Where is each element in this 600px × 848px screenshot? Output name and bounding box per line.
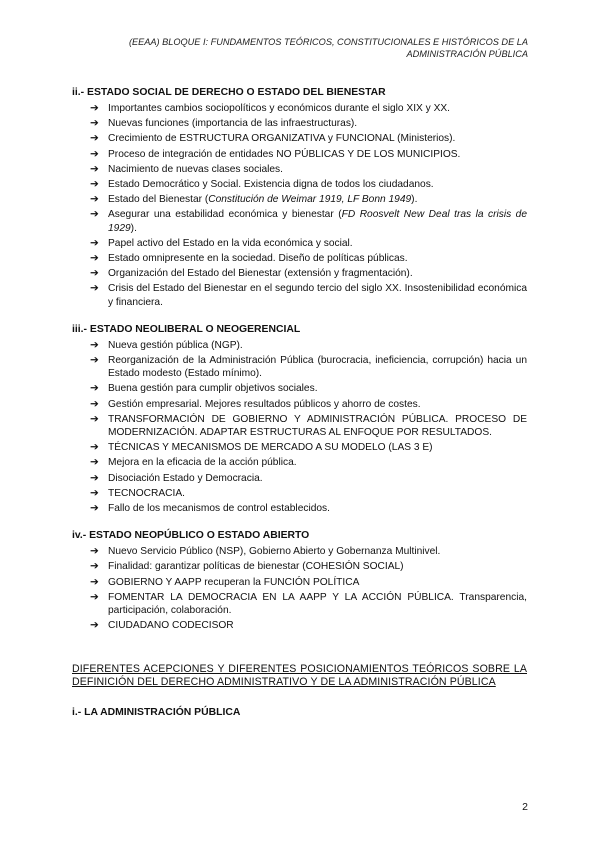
arrow-bullet-icon: ➔ <box>90 486 99 499</box>
arrow-bullet-icon: ➔ <box>90 456 99 469</box>
arrow-bullet-icon: ➔ <box>90 471 99 484</box>
item-text: Papel activo del Estado en la vida económica y social. <box>108 237 353 249</box>
item-text: FOMENTAR LA DEMOCRACIA EN LA AAPP Y LA ACCIÓN PÚBLICA. Transparencia, participación, colaboración. <box>108 591 527 617</box>
arrow-bullet-icon: ➔ <box>90 590 99 603</box>
list-item <box>90 398 527 411</box>
item-text: TÉCNICAS Y MECANISMOS DE MERCADO A SU MODELO (LAS 3 E) <box>108 442 433 454</box>
bullet-list <box>72 339 527 515</box>
item-text: GOBIERNO Y AAPP recuperan la FUNCIÓN POLÍTICA <box>108 576 360 588</box>
list-item <box>90 413 527 439</box>
item-text: Nuevas funciones (importancia de las infraestructuras). <box>108 118 358 130</box>
running-header <box>120 36 528 60</box>
item-text: Crisis del Estado del Bienestar en el segundo tercio del siglo XX. Insostenibilidad económica y financiera. <box>108 283 527 308</box>
arrow-bullet-icon: ➔ <box>90 117 99 130</box>
list-item <box>90 339 527 352</box>
sections-container <box>72 86 527 633</box>
list-item <box>90 472 527 485</box>
subsection-heading: i.- LA ADMINISTRACIÓN PÚBLICA <box>72 707 241 719</box>
list-item <box>90 102 527 115</box>
list-item <box>90 591 527 617</box>
item-text: Mejora en la eficacia de la acción pública. <box>108 457 297 469</box>
header-line-1: (EEAA) BLOQUE I: FUNDAMENTOS TEÓRICOS, CONSTITUCIONALES E HISTÓRICOS DE LA <box>128 37 528 47</box>
item-text: Gestión empresarial. Mejores resultados públicos y ahorro de costes. <box>108 398 421 410</box>
list-item <box>90 576 527 589</box>
item-text-end: ). <box>130 222 137 234</box>
arrow-bullet-icon: ➔ <box>90 382 99 395</box>
arrow-bullet-icon: ➔ <box>90 147 99 160</box>
item-text: Asegurar una estabilidad económica y bienestar ( <box>108 209 342 221</box>
list-item <box>90 252 527 265</box>
list-item <box>90 117 527 130</box>
list-item <box>90 282 527 308</box>
item-text: Disociación Estado y Democracia. <box>108 472 263 484</box>
arrow-bullet-icon: ➔ <box>90 252 99 265</box>
item-text: Estado del Bienestar ( <box>108 194 209 206</box>
arrow-bullet-icon: ➔ <box>90 441 99 454</box>
list-item <box>90 456 527 469</box>
item-text: Buena gestión para cumplir objetivos sociales. <box>108 383 318 395</box>
list-item <box>90 502 527 515</box>
arrow-bullet-icon: ➔ <box>90 193 99 206</box>
arrow-bullet-icon: ➔ <box>90 412 99 425</box>
arrow-bullet-icon: ➔ <box>90 102 99 114</box>
arrow-bullet-icon: ➔ <box>90 397 99 410</box>
arrow-bullet-icon: ➔ <box>90 162 99 175</box>
page-number: 2 <box>522 801 528 813</box>
list-item <box>90 237 527 250</box>
arrow-bullet-icon: ➔ <box>90 619 99 632</box>
list-item <box>90 619 527 632</box>
bullet-list <box>72 545 527 632</box>
section-title: DIFERENTES ACEPCIONES Y DIFERENTES POSICIONAMIENTOS TEÓRICOS SOBRE LA DEFINICIÓN DEL DERECHO ADMINISTRATIVO Y DE LA ADMINISTRACIÓN PÚBLICA <box>72 662 527 688</box>
arrow-bullet-icon: ➔ <box>90 236 99 249</box>
list-item <box>90 545 527 558</box>
item-text: Crecimiento de ESTRUCTURA ORGANIZATIVA y FUNCIONAL (Ministerios). <box>108 133 456 145</box>
section-1 <box>72 323 527 515</box>
arrow-bullet-icon: ➔ <box>90 338 99 351</box>
list-item <box>90 163 527 176</box>
item-text: Reorganización de la Administración Pública (burocracia, ineficiencia, corrupción) hacia un Estado modesto (Estado mínimo). <box>108 355 527 380</box>
bullet-list <box>72 102 527 309</box>
list-item <box>90 193 527 206</box>
section-0 <box>72 86 527 309</box>
list-item <box>90 267 527 280</box>
item-text: Finalidad: garantizar políticas de bienestar (COHESIÓN SOCIAL) <box>108 561 404 573</box>
item-text: Nueva gestión pública (NGP). <box>108 339 243 351</box>
section-heading: iii.- ESTADO NEOLIBERAL O NEOGERENCIAL <box>72 323 301 335</box>
item-text: Fallo de los mecanismos de control establecidos. <box>108 503 330 515</box>
item-italic-text: Constitución de Weimar 1919, LF Bonn 1949 <box>208 194 412 206</box>
list-item <box>90 382 527 395</box>
list-item <box>90 132 527 145</box>
list-item <box>90 148 527 161</box>
arrow-bullet-icon: ➔ <box>90 545 99 558</box>
item-text: Proceso de integración de entidades NO PÚBLICAS Y DE LOS MUNICIPIOS. <box>108 148 461 160</box>
item-text-end: ). <box>411 194 418 206</box>
item-text: Importantes cambios sociopolíticos y económicos durante el siglo XIX y XX. <box>108 103 451 114</box>
arrow-bullet-icon: ➔ <box>90 575 99 588</box>
list-item <box>90 441 527 454</box>
item-text: CIUDADANO CODECISOR <box>108 620 234 632</box>
item-text: Nuevo Servicio Público (NSP), Gobierno Abierto y Gobernanza Multinivel. <box>108 546 441 558</box>
arrow-bullet-icon: ➔ <box>90 267 99 280</box>
arrow-bullet-icon: ➔ <box>90 282 99 295</box>
arrow-bullet-icon: ➔ <box>90 132 99 145</box>
header-line-2: ADMINISTRACIÓN PÚBLICA <box>406 49 528 59</box>
page-content <box>72 86 527 718</box>
item-italic-text: FD Roosvelt New Deal tras la crisis de 1929 <box>108 209 528 234</box>
arrow-bullet-icon: ➔ <box>90 502 99 515</box>
list-item <box>90 560 527 573</box>
item-text: Nacimiento de nuevas clases sociales. <box>108 163 283 175</box>
section-heading: ii.- ESTADO SOCIAL DE DERECHO O ESTADO DEL BIENESTAR <box>72 87 386 98</box>
item-text: Organización del Estado del Bienestar (extensión y fragmentación). <box>108 268 413 280</box>
section-heading: iv.- ESTADO NEOPÚBLICO O ESTADO ABIERTO <box>72 530 310 542</box>
list-item <box>90 487 527 500</box>
list-item <box>90 178 527 191</box>
section-2 <box>72 529 527 632</box>
item-text: TECNOCRACIA. <box>108 487 185 499</box>
arrow-bullet-icon: ➔ <box>90 208 99 221</box>
arrow-bullet-icon: ➔ <box>90 178 99 191</box>
list-item <box>90 354 527 380</box>
arrow-bullet-icon: ➔ <box>90 560 99 573</box>
item-text: Estado Democrático y Social. Existencia digna de todos los ciudadanos. <box>108 179 434 191</box>
item-text: Estado omnipresente en la sociedad. Diseño de políticas públicas. <box>108 253 408 265</box>
arrow-bullet-icon: ➔ <box>90 354 99 367</box>
item-text: TRANSFORMACIÓN DE GOBIERNO Y ADMINISTRACIÓN PÚBLICA. PROCESO DE MODERNIZACIÓN. ADAPTAR ESTRUCTURAS AL ENFOQUE POR RESULTADOS. <box>108 413 527 439</box>
list-item <box>90 208 527 234</box>
